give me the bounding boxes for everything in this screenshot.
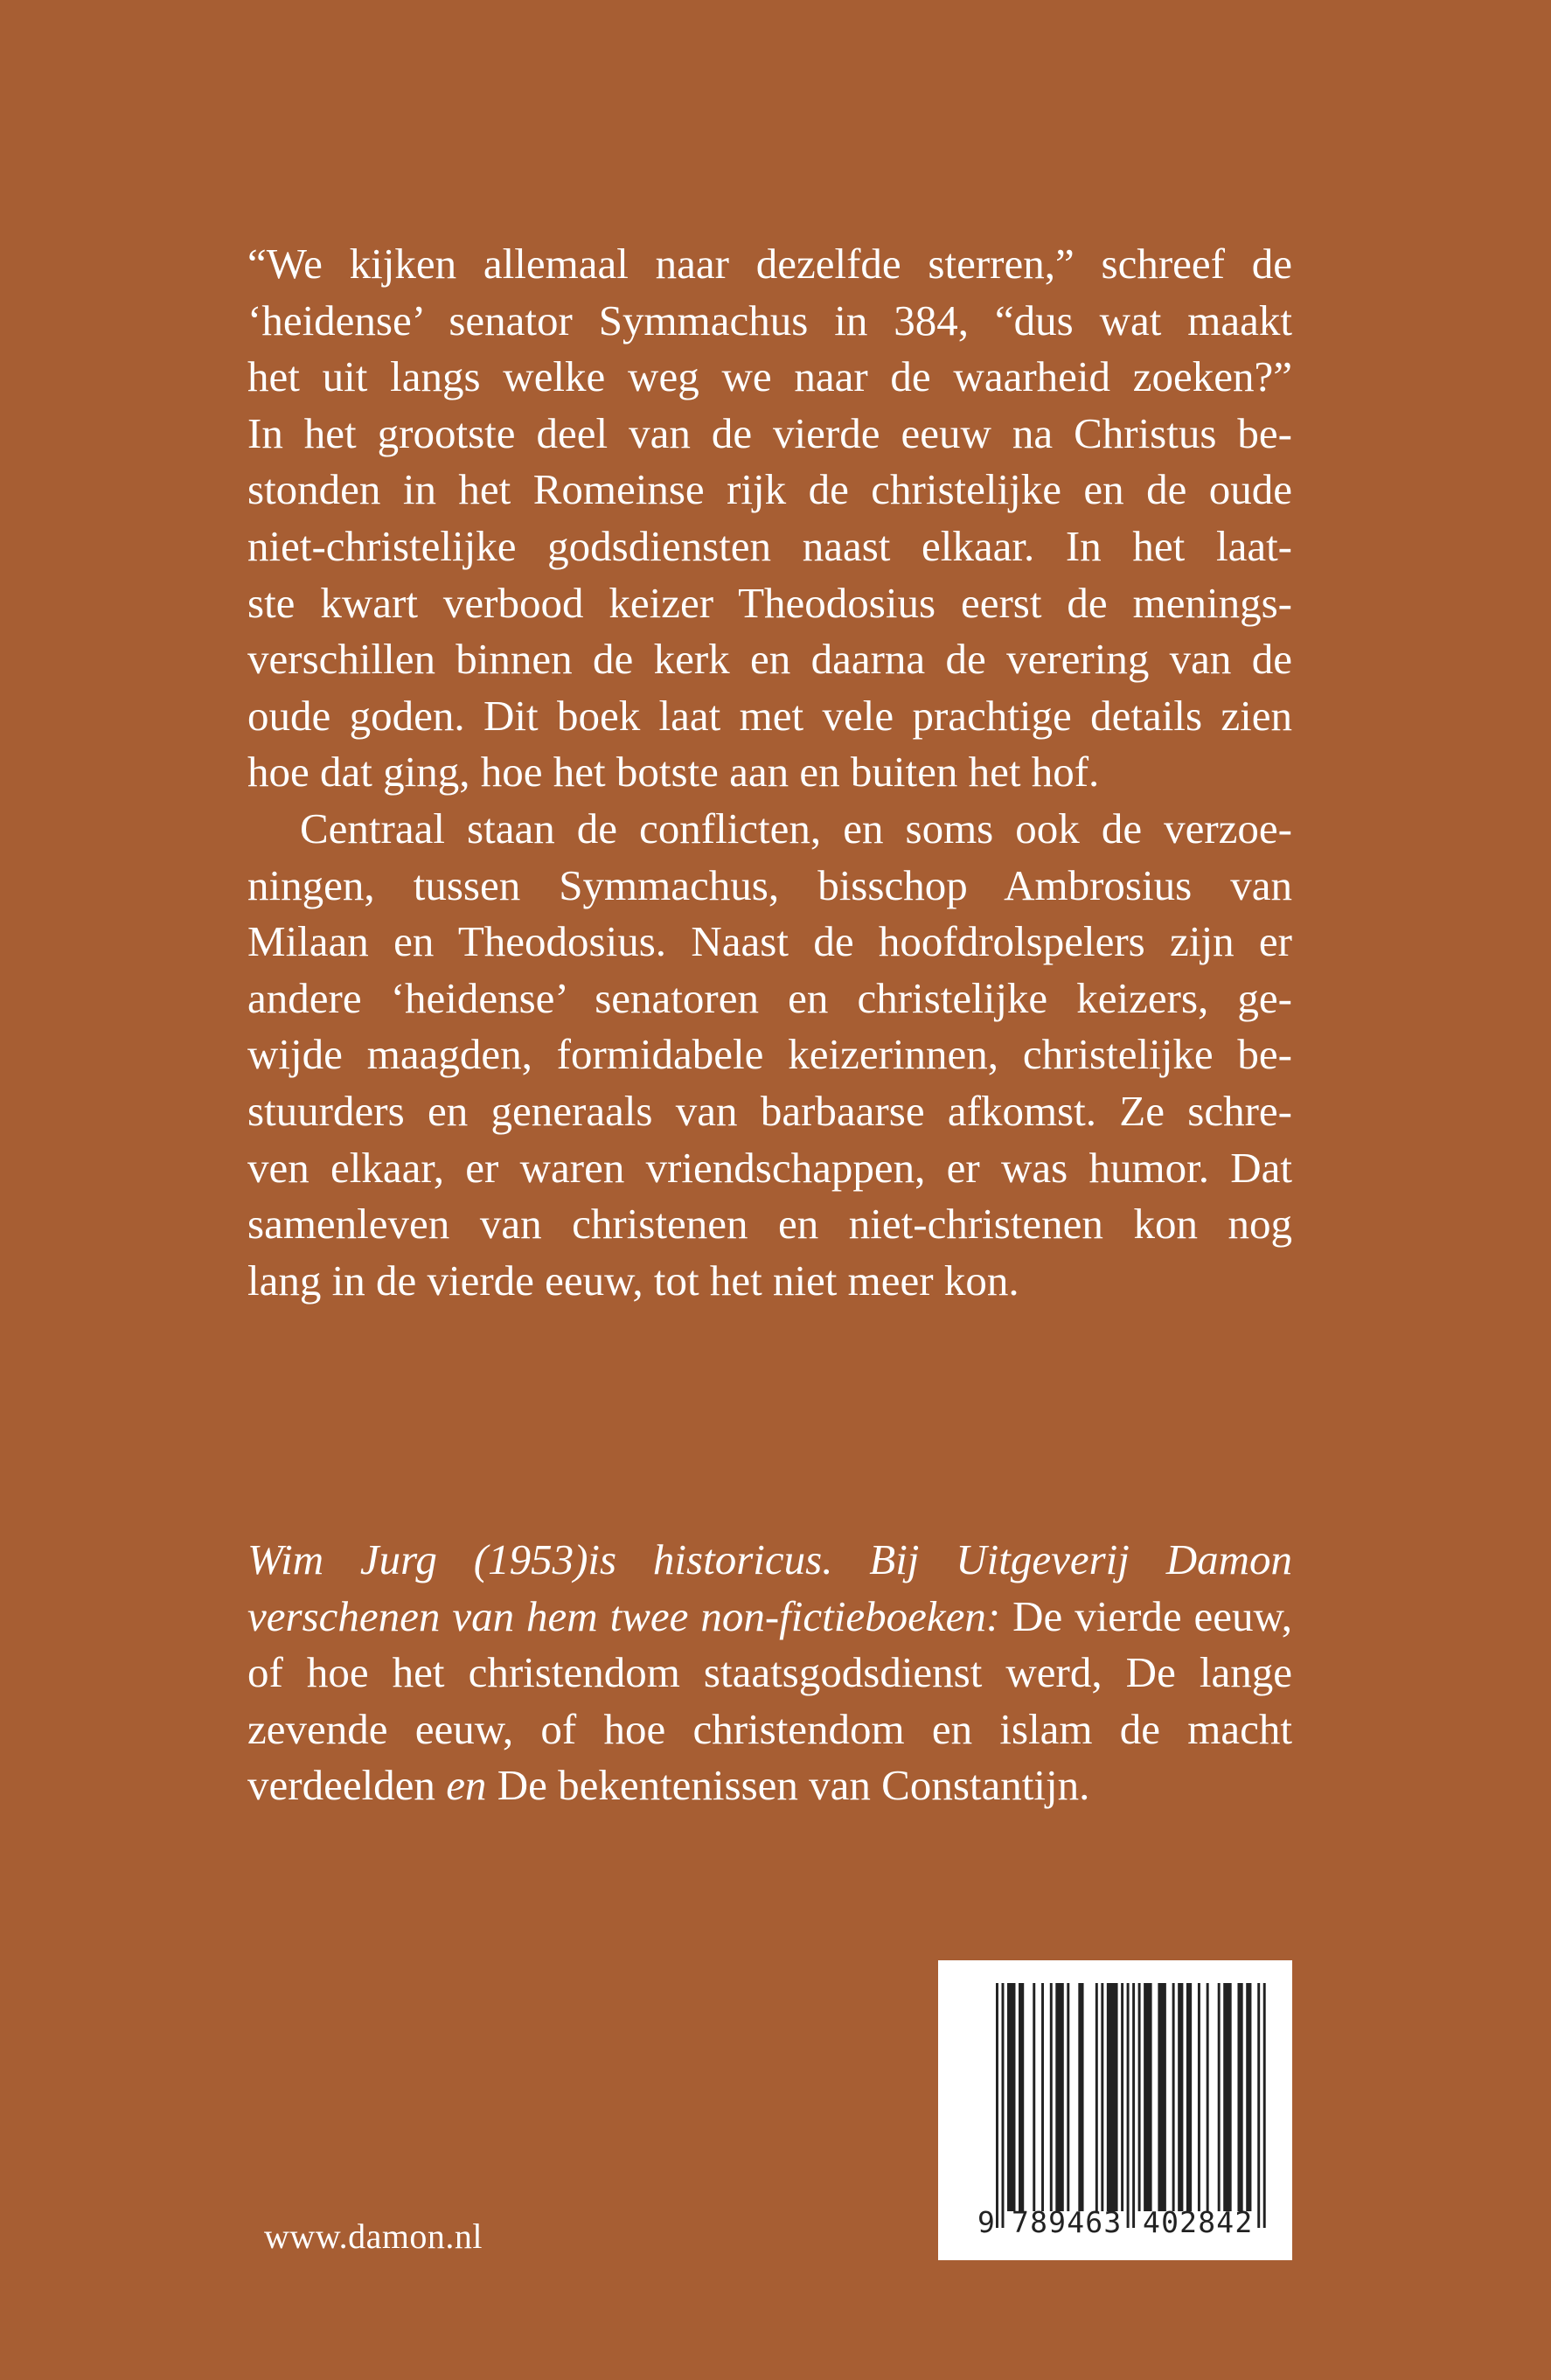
blurb-line: niet-christelijke godsdiensten naast elkaar. In het laat- bbox=[247, 521, 1292, 570]
author-bio bbox=[247, 1532, 1292, 1814]
blurb-line: ningen, tussen Symmachus, bisschop Ambrosius van bbox=[247, 860, 1292, 909]
author-bio-connector: en bbox=[446, 1761, 487, 1810]
blurb-line: ste kwart verbood keizer Theodosius eerst de menings- bbox=[247, 578, 1292, 627]
blurb-line: het uit langs welke weg we naar de waarheid zoeken?” bbox=[247, 352, 1292, 401]
barcode-first-digit: 9 bbox=[977, 2205, 995, 2239]
barcode-left-digits: 789463 bbox=[1012, 2205, 1123, 2239]
blurb-paragraph-1 bbox=[247, 236, 1292, 801]
barcode-right-digits: 402842 bbox=[1143, 2205, 1254, 2239]
blurb-line: stonden in het Romeinse rijk de christelijke en de oude bbox=[247, 465, 1292, 514]
author-bio-intro: Wim Jurg (1953)is historicus. Bij Uitgeverij Damon verschenen van hem twee non-fictieboeken: bbox=[247, 1535, 1292, 1640]
blurb-line: Milaan en Theodosius. Naast de hoofdrolspelers zijn er bbox=[247, 917, 1292, 966]
publisher-website: www.damon.nl bbox=[264, 2216, 483, 2256]
blurb-line: lang in de vierde eeuw, tot het niet meer kon. bbox=[247, 1256, 1019, 1305]
blurb-line: ven elkaar, er waren vriendschappen, er was humor. Dat bbox=[247, 1143, 1292, 1192]
blurb-line: wijde maagden, formidabele keizerinnen, christelijke be- bbox=[247, 1030, 1292, 1079]
blurb-text bbox=[247, 236, 1292, 1309]
book-title-2: De lange zevende eeuw, of hoe christendom en islam de macht verdeelden bbox=[247, 1648, 1292, 1810]
blurb-line: verschillen binnen de kerk en daarna de verering van de bbox=[247, 635, 1292, 684]
blurb-line: Centraal staan de conflicten, en soms ook de verzoe- bbox=[300, 804, 1292, 852]
blurb-line: In het grootste deel van de vierde eeuw na Christus be- bbox=[247, 408, 1292, 457]
blurb-line: hoe dat ging, hoe het botste aan en buiten het hof. bbox=[247, 748, 1100, 797]
blurb-paragraph-2 bbox=[247, 801, 1292, 1309]
blurb-line: stuurders en generaals van barbaarse afkomst. Ze schre- bbox=[247, 1086, 1292, 1135]
blurb-line: oude goden. Dit boek laat met vele prachtige details zien bbox=[247, 691, 1292, 740]
book-title-3: De bekentenissen van Constantijn. bbox=[486, 1761, 1090, 1810]
blurb-line: samenleven van christenen en niet-christenen kon nog bbox=[247, 1200, 1292, 1249]
blurb-line: andere ‘heidense’ senatoren en christelijke keizers, ge- bbox=[247, 973, 1292, 1022]
blurb-line: ‘heidense’ senator Symmachus in 384, “dus wat maakt bbox=[247, 296, 1292, 344]
blurb-line: “We kijken allemaal naar dezelfde sterren,” schreef de bbox=[247, 240, 1292, 288]
book-title-1: De vierde eeuw, of hoe het christendom staatsgodsdienst werd, bbox=[247, 1591, 1293, 1697]
